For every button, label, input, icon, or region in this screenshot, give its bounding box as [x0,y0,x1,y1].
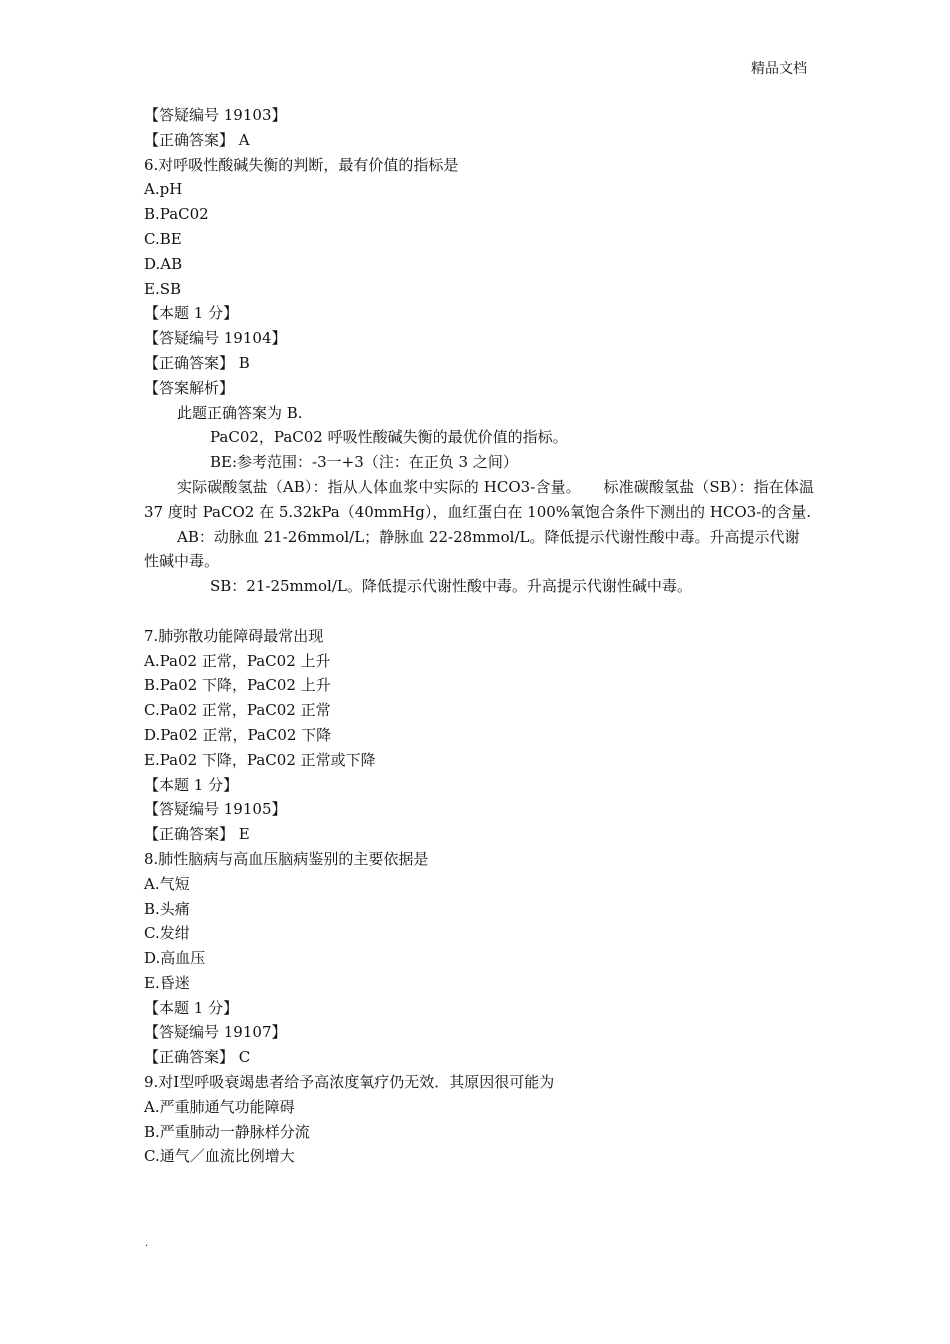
option: B.PaC02 [144,205,209,224]
correct-answer: 【正确答案】 E [144,825,250,844]
answer-id: 【答疑编号 19105】 [144,800,287,819]
option: C.Pa02 正常，PaC02 正常 [144,701,331,720]
score: 【本题 1 分】 [144,775,239,794]
option: C.通气／血流比例增大 [144,1147,295,1166]
option: A.Pa02 正常，PaC02 上升 [144,651,331,670]
analysis-text: 此题正确答案为 B. [177,403,303,422]
option: B.严重肺动一静脉样分流 [144,1122,310,1141]
page-footer: . [145,1238,149,1249]
correct-answer: 【正确答案】 A [144,130,250,149]
question-9: 9.对Ⅰ型呼吸衰竭患者给予高浓度氧疗仍无效．其原因很可能为 [144,1073,555,1092]
spacer [144,599,814,624]
option: E.SB [144,279,182,298]
option: B.Pa02 下降，PaC02 上升 [144,676,331,695]
option: A.pH [144,180,183,199]
analysis-paragraph: 实际碳酸氢盐（AB）：指从人体血浆中实际的 HCO3-含量。 标准碳酸氢盐（SB）：指在体温 37 度时 PaCO2 在 5.32kPa（40mmHg），血红蛋白在 100%氧饱合条件下测出的 HCO3-的含量. [144,477,814,521]
question-8: 8.肺性脑病与高血压脑病鉴别的主要依据是 [144,849,429,868]
analysis-text: PaC02，PaC02 呼吸性酸碱失衡的最优价值的指标。 [210,428,568,447]
correct-answer: 【正确答案】 C [144,1048,251,1067]
option: B.头痛 [144,899,190,918]
option: D.Pa02 正常，PaC02 下降 [144,725,332,744]
document-body [144,103,814,1169]
score: 【本题 1 分】 [144,304,239,323]
question-7: 7.肺弥散功能障碍最常出现 [144,626,324,645]
analysis-paragraph: AB：动脉血 21-26mmol/L；静脉血 22-28mmol/L。降低提示代谢性酸中毒。升高提示代谢性碱中毒。 [144,527,800,571]
option: E.昏迷 [144,973,190,992]
option: D.AB [144,254,183,273]
option: D.高血压 [144,949,206,968]
option: A.气短 [144,874,190,893]
question-6: 6.对呼吸性酸碱失衡的判断，最有价值的指标是 [144,155,459,174]
option: E.Pa02 下降，PaC02 正常或下降 [144,750,376,769]
page-header: 精品文档 [751,61,807,77]
analysis-text: SB：21-25mmol/L。降低提示代谢性酸中毒。升高提示代谢性碱中毒。 [210,577,692,596]
answer-id: 【答疑编号 19107】 [144,1023,287,1042]
option: C.BE [144,229,182,248]
analysis-heading: 【答案解析】 [144,378,235,397]
answer-id: 【答疑编号 19103】 [144,106,287,124]
score: 【本题 1 分】 [144,998,239,1017]
analysis-text: BE:参考范围：-3一+3（注：在正负 3 之间） [210,453,518,472]
answer-id: 【答疑编号 19104】 [144,329,287,348]
correct-answer: 【正确答案】 B [144,353,250,372]
option: A.严重肺通气功能障碍 [144,1097,295,1116]
option: C.发绀 [144,924,190,943]
